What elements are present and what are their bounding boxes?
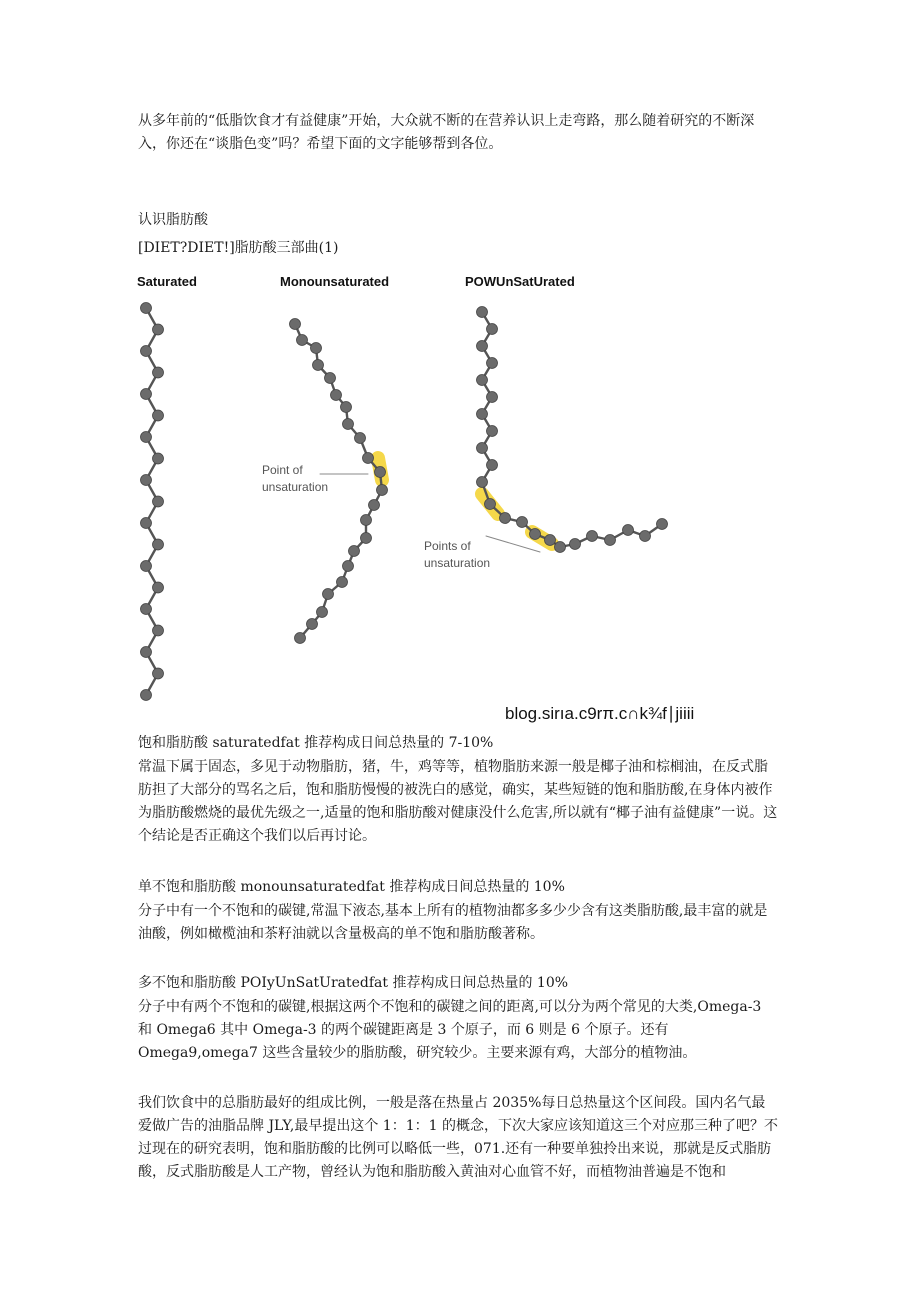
saturated-chain-atom [141,604,152,615]
monounsaturated-chain-atom [375,467,386,478]
saturated-chain-atom [153,668,164,679]
saturated-chain-atom [153,410,164,421]
monounsaturated-chain-atom [377,485,388,496]
monounsaturated-chain-atom [355,433,366,444]
monounsaturated-chain-atom [290,319,301,330]
monounsaturated-chain-atom [311,343,322,354]
saturated-chain-atom [153,496,164,507]
polyunsaturated-chain-atom [477,443,488,454]
monounsaturated-chain-atom [331,390,342,401]
saturated-body: 常温下属于固态，多见于动物脂肪，猪，牛，鸡等等，植物脂肪来源一般是椰子油和棕榈油，在反式脂肪担了大部分的骂名之后，饱和脂肪慢慢的被洗白的感觉，确实，某些短链的饱和脂肪酸,在身体内被作为脂肪酸燃烧的最优先级之一,适量的饱和脂肪酸对健康没什么危害,所以就有“椰子油有益健康”一说。这个结论是否正确这个我们以后再讨论。 [138,759,778,844]
monounsaturated-chain-atom [369,500,380,511]
polyunsaturated-chain-atom [487,460,498,471]
polyunsaturated-chain-atom [487,392,498,403]
monounsaturated-chain-atom [317,607,328,618]
saturated-chain-atom [153,324,164,335]
polyunsaturated-chain-atom [570,539,581,550]
saturated-label: Saturated [137,274,197,289]
polyunsaturated-title: 多不饱和脂肪酸 POIyUnSatUratedfat 推荐构成日间总热量的 10% [138,975,569,991]
polyunsaturated-chain-atom [640,531,651,542]
monounsaturated-chain-atom [313,360,324,371]
saturated-chain-atom [153,582,164,593]
polyunsaturated-chain-atom [587,531,598,542]
monounsaturated-body: 分子中有一个不饱和的碳键,常温下液态,基本上所有的植物油都多多少少含有这类脂肪酸,最丰富的就是油酸，例如橄榄油和茶籽油就以含量极高的单不饱和脂肪酸著称。 [138,903,768,942]
polyunsaturated-chain-atom [555,542,566,553]
monounsaturated-chain-atom [325,373,336,384]
fatty-acid-chains-diagram [130,268,740,728]
polyunsaturated-chain-atom [485,499,496,510]
monounsaturated-chain-atom [343,561,354,572]
point-of-unsaturation-label: Point of unsaturation [262,463,329,494]
polyunsaturated-chain-atom [623,525,634,536]
saturated-title: 饱和脂肪酸 saturatedfat 推荐构成日间总热量的 7-10% [138,735,494,751]
monounsaturated-chain-atom [337,577,348,588]
polyunsaturated-body: 分子中有两个不饱和的碳键,根据这两个不饱和的碳键之间的距离,可以分为两个常见的大类,Omega-3 和 Omega6 其中 Omega-3 的两个碳键距离是 3 个原子，而 6 则是 6 个原子。还有 Omega9,omega7 这些含量较少的脂肪酸，研究较少。主要来源有鸡，大部分的植物油。 [138,999,762,1061]
saturated-chain-atom [141,518,152,529]
saturated-chain-atom [141,690,152,701]
monounsaturated-chain-atom [361,515,372,526]
saturated-chain-atom [141,389,152,400]
watermark-url: blog.sirıa.c9rπ.c∩k¾f∣jiiii [505,704,695,723]
saturated-chain-atom [141,475,152,486]
saturated-chain-atom [141,647,152,658]
fatty-acid-figure [130,268,740,728]
monounsaturated-chain-atom [297,335,308,346]
monounsaturated-chain-atom [343,419,354,430]
monounsaturated-label: Monounsaturated [280,274,390,289]
polyunsaturated-chain-atom [545,535,556,546]
saturated-chain-atom [153,367,164,378]
saturated-chain-atom [153,453,164,464]
monounsaturated-chain-atom [323,589,334,600]
monounsaturated-chain-atom [295,633,306,644]
article-title: [DIET?DIET!]脂肪酸三部曲(1) [138,240,339,256]
monounsaturated-title: 单不饱和脂肪酸 monounsaturatedfat 推荐构成日间总热量的 10% [138,879,565,895]
saturated-chain-atom [153,539,164,550]
section-heading: 认识脂肪酸 [138,212,208,228]
polyunsaturated-chain-atom [477,409,488,420]
polyunsaturated-chain-atom [530,529,541,540]
saturated-chain-atom [141,303,152,314]
saturated-chain-atom [153,625,164,636]
polyunsaturated-chain-atom [477,477,488,488]
polyunsaturated-chain-atom [487,324,498,335]
polyunsaturated-chain-atom [657,519,668,530]
polyunsaturated-chain-atom [477,307,488,318]
points-of-unsaturation-label: Points of unsaturation [424,539,491,570]
polyunsaturated-chain-atom [517,517,528,528]
saturated-chain-atom [141,432,152,443]
polyunsaturated-chain-atom [477,341,488,352]
saturated-chain-atom [141,561,152,572]
monounsaturated-chain-atom [363,453,374,464]
monounsaturated-chain-atom [361,533,372,544]
polyunsaturated-chain-atom [605,535,616,546]
intro-paragraph: 从多年前的“低脂饮食才有益健康”开始，大众就不断的在营养认识上走弯路，那么随着研究的不断深入，你还在“谈脂色变”吗？希望下面的文字能够帮到各位。 [138,113,755,152]
polyunsaturated-chain-atom [500,513,511,524]
polyunsaturated-chain-atom [477,375,488,386]
polyunsaturated-label: POWUnSatUrated [465,274,575,289]
monounsaturated-chain-atom [341,402,352,413]
monounsaturated-chain-atom [349,546,360,557]
polyunsaturated-chain-atom [487,358,498,369]
closing-paragraph: 我们饮食中的总脂肪最好的组成比例，一般是落在热量占 2035%每日总热量这个区间段。国内名气最爱做广告的油脂品牌 JLY,最早提出这个 1：1：1 的概念，下次大家应该知道这三个对应那三种了吧？不过现在的研究表明，饱和脂肪酸的比例可以略低一些，071.还有一种要单独拎出来说，那就是反式脂肪酸，反式脂肪酸是人工产物，曾经认为饱和脂肪酸入黄油对心血管不好，而植物油普遍是不饱和 [138,1095,778,1180]
polyunsaturated-chain-atom [487,426,498,437]
saturated-chain-atom [141,346,152,357]
monounsaturated-chain-atom [307,619,318,630]
